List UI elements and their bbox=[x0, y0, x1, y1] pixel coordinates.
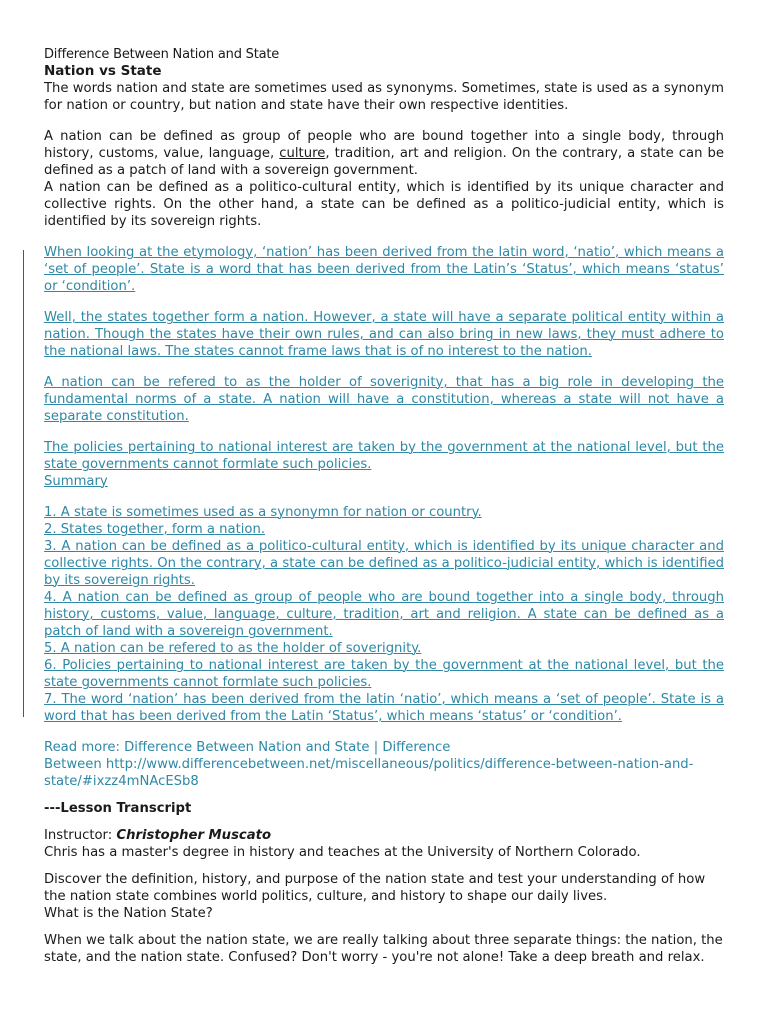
summary-item[interactable]: 3. A nation can be defined as a politico-cultural entity, which is identified by its unique character and collective rights. On the contrary, a state can be defined as a politico-judicial entity, which is identified by its sovereign rights. bbox=[44, 539, 724, 588]
entity-paragraph: A nation can be defined as a politico-cultural entity, which is identified by its unique character and collective rights. On the other hand, a state can be defined as a politico-judicial entity, which is identified by its sovereign rights. bbox=[44, 180, 724, 229]
summary-item[interactable]: 7. The word ‘nation’ has been derived from the latin ‘natio’, which means a ‘set of people’. State is a word that has been derived from the Latin ‘Status’, which means ‘status’ or ‘condition’. bbox=[44, 692, 724, 724]
quote-margin-line bbox=[23, 250, 24, 717]
summary-item[interactable]: 4. A nation can be defined as group of people who are bound together into a single body, through history, customs, value, language, culture, tradition, art and religion. A state can be defined as a patch of land with a sovereign government. bbox=[44, 590, 724, 639]
instructor-name: Christopher Muscato bbox=[116, 828, 272, 843]
section-question: What is the Nation State? bbox=[44, 906, 213, 921]
lesson-transcript-heading: ---Lesson Transcript bbox=[44, 801, 192, 816]
sovereignty-link-paragraph[interactable]: A nation can be refered to as the holder of soverignity, that has a big role in developing the fundamental norms of a state. A nation will have a constitution, whereas a state will not have a separate constitution. bbox=[44, 375, 724, 424]
states-link-paragraph[interactable]: Well, the states together form a nation. However, a state will have a separate political entity within a nation. Though the states have their own rules, and can also bring in new laws, they must adhere to the national laws. The states cannot frame laws that is of no interest to the nation. bbox=[44, 310, 724, 359]
etymology-link-paragraph[interactable]: When looking at the etymology, ‘nation’ has been derived from the latin word, ‘natio’, which means a ‘set of people’. State is a word that has been derived from the Latin’s ‘Status’, which means ‘status’ or ‘condition’. bbox=[44, 245, 724, 294]
section-heading: Nation vs State bbox=[44, 63, 162, 79]
intro-paragraph: The words nation and state are sometimes used as synonyms. Sometimes, state is used as a synonym for nation or country, but nation and state have their own respective identities. bbox=[44, 81, 724, 113]
read-more-url-line[interactable]: Between http://www.differencebetween.net/miscellaneous/politics/difference-between-nation-and- bbox=[44, 757, 694, 772]
summary-item[interactable]: 1. A state is sometimes used as a synonymn for nation or country. bbox=[44, 505, 482, 520]
summary-item[interactable]: 5. A nation can be refered to as the holder of soverignity. bbox=[44, 641, 422, 656]
instructor-label: Instructor: bbox=[44, 828, 117, 843]
summary-item[interactable]: 6. Policies pertaining to national interest are taken by the government at the national level, but the state governments cannot formlate such policies. bbox=[44, 658, 724, 690]
discover-paragraph: Discover the definition, history, and purpose of the nation state and test your understanding of how the nation state combines world politics, culture, and history to shape our daily lives. bbox=[44, 872, 706, 904]
summary-list bbox=[44, 504, 724, 725]
document-body bbox=[44, 46, 724, 966]
policies-link-paragraph[interactable]: The policies pertaining to national interest are taken by the government at the national level, but the state governments cannot formlate such policies. bbox=[44, 440, 724, 472]
read-more-url-tail[interactable]: state/#ixzz4mNAcESb8 bbox=[44, 774, 199, 789]
summary-item[interactable]: 2. States together, form a nation. bbox=[44, 522, 266, 537]
nation-definition-paragraph: A nation can be defined as group of people who are bound together into a single body, through history, customs, value, language, culture, tradition, art and religion. On the contrary, a state can be defined as a patch of land with a sovereign government. bbox=[44, 129, 724, 178]
closing-paragraph: When we talk about the nation state, we are really talking about three separate things: the nation, the state, and the nation state. Confused? Don't worry - you're not alone! Take a deep breath and relax. bbox=[44, 933, 723, 965]
document-title: Difference Between Nation and State bbox=[44, 47, 280, 62]
read-more-label[interactable]: Read more: Difference Between Nation and State | Difference bbox=[44, 740, 451, 755]
summary-link[interactable]: Summary bbox=[44, 474, 108, 489]
culture-link[interactable]: culture bbox=[279, 146, 326, 161]
instructor-line bbox=[44, 827, 724, 844]
instructor-bio: Chris has a master's degree in history and teaches at the University of Northern Colorado. bbox=[44, 845, 641, 860]
